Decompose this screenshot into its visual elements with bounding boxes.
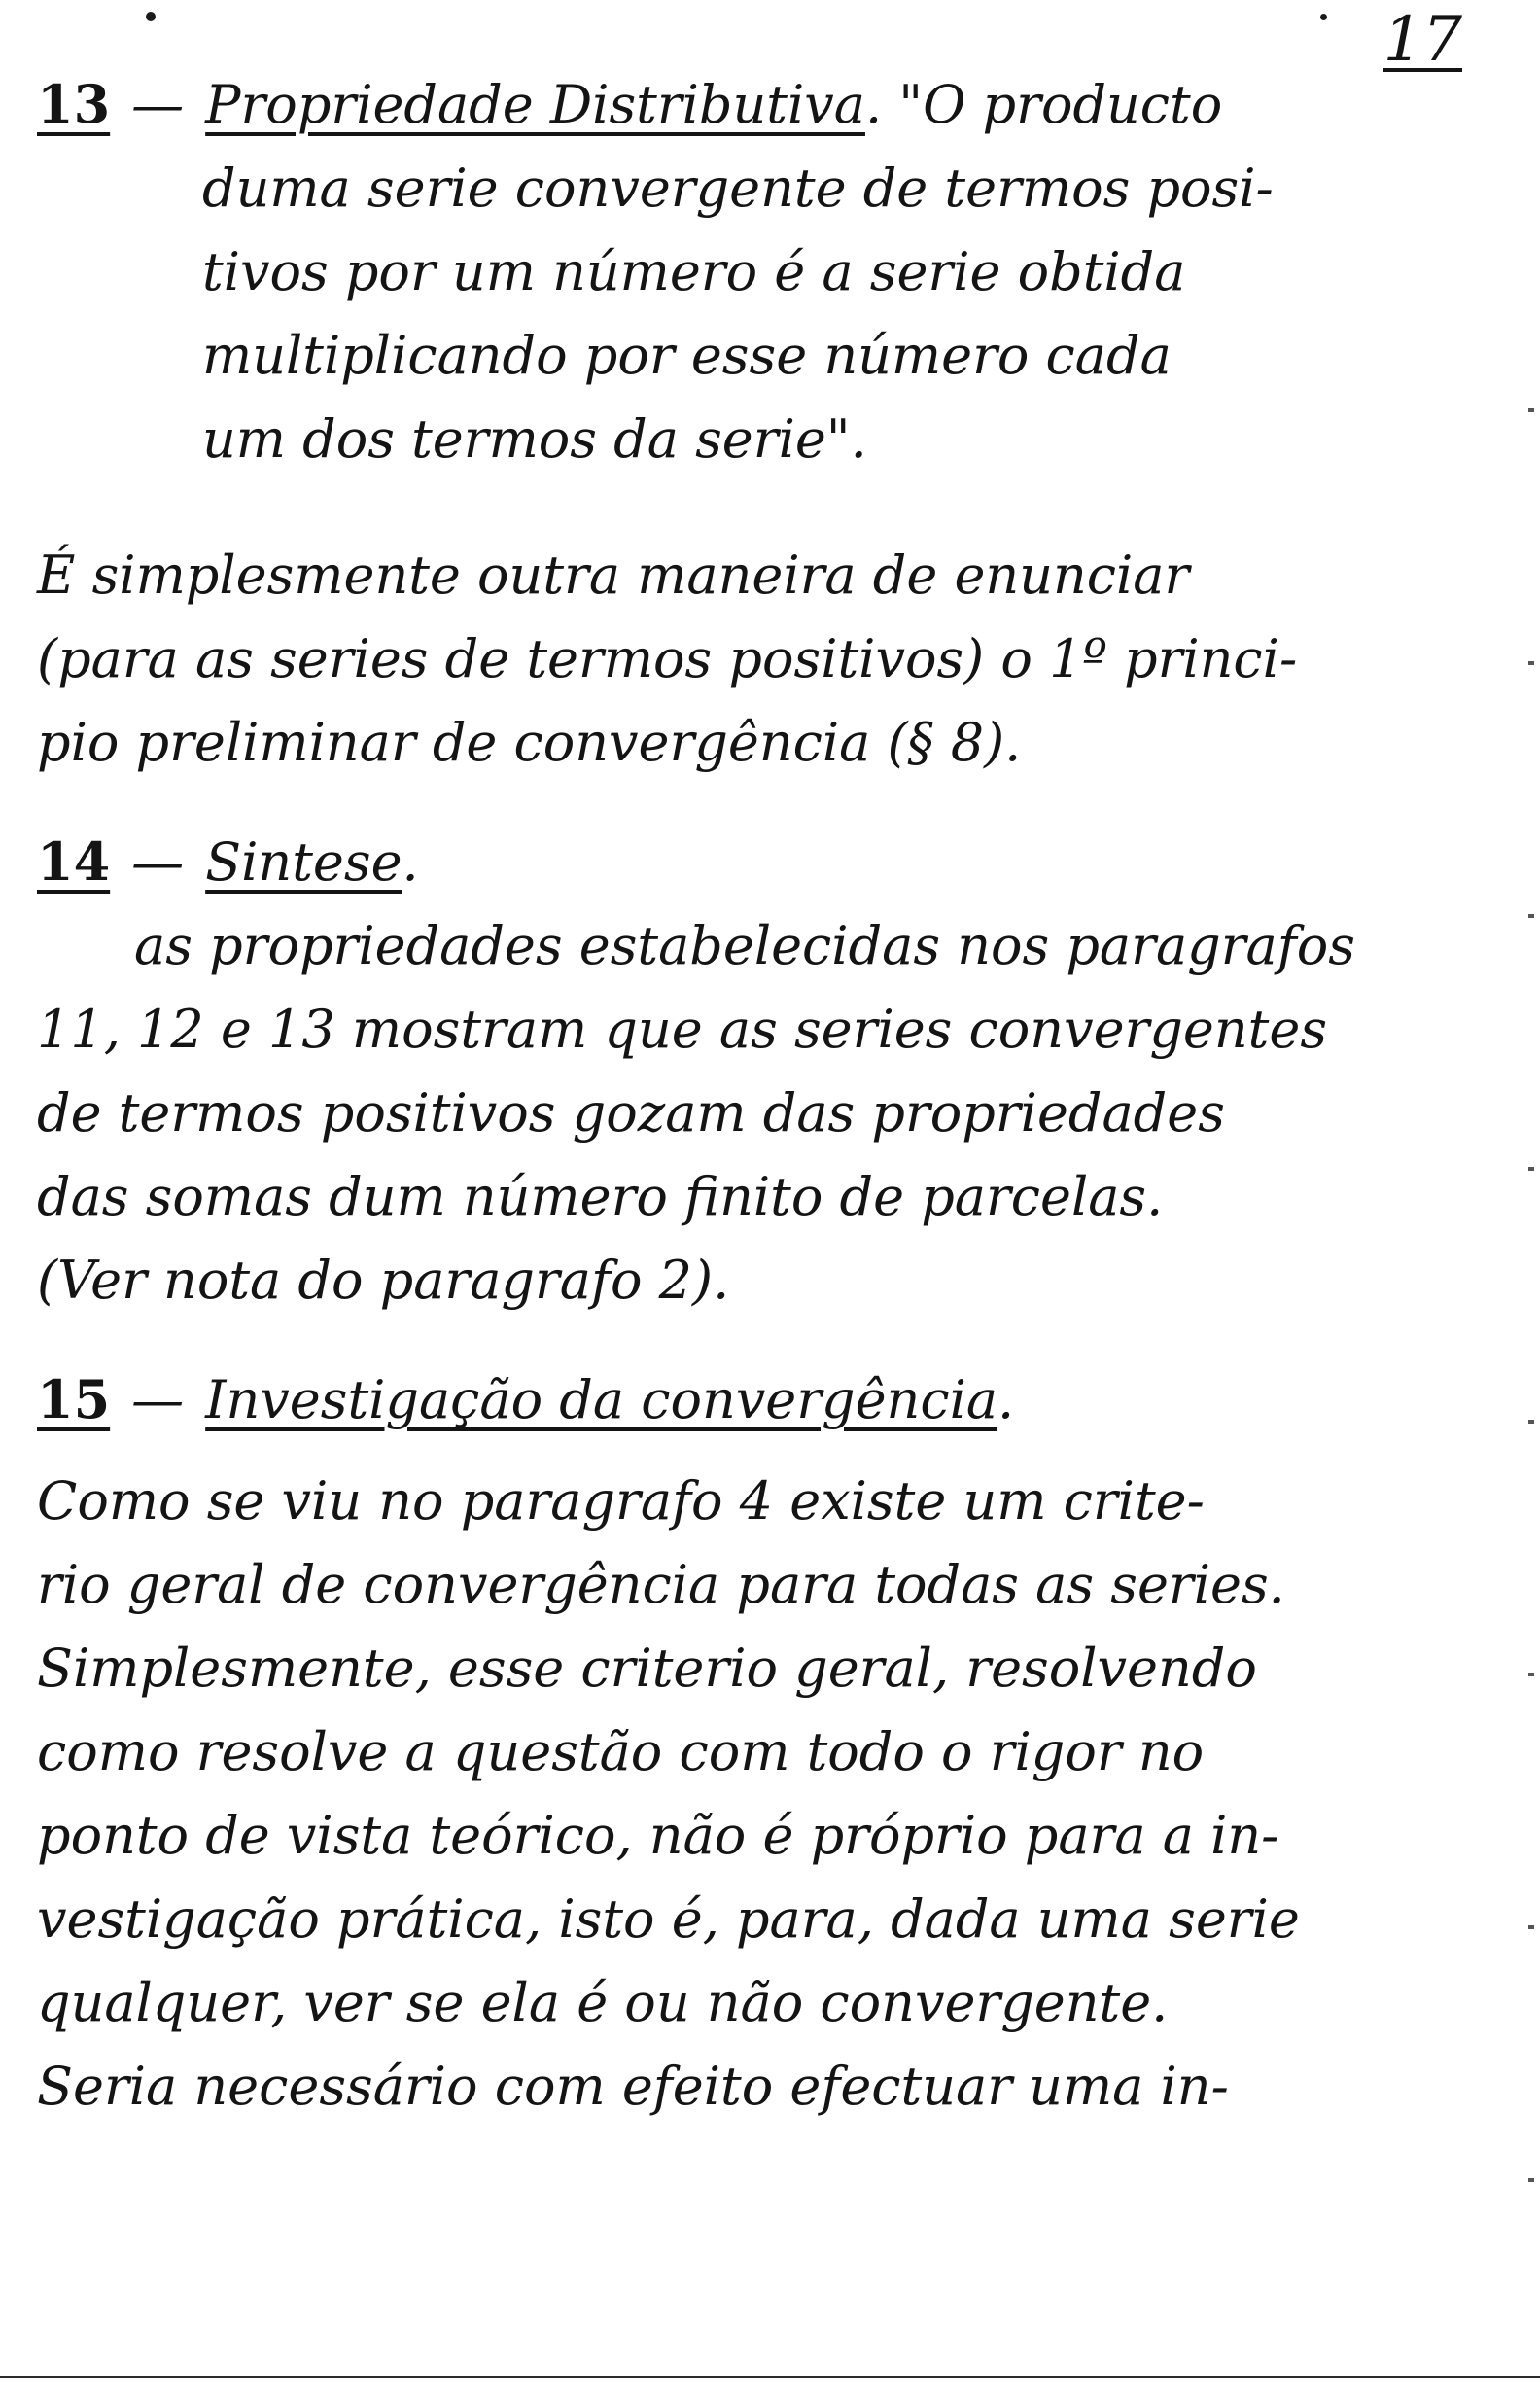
- quote-line: duma serie convergente de termos posi-: [202, 158, 1274, 219]
- paragraph-line: vestigação prática, isto é, para, dada uma serie: [37, 1888, 1300, 1950]
- paragraph-line: de termos positivos gozam das propriedades: [37, 1082, 1225, 1144]
- paragraph-line: ponto de vista teórico, não é próprio para a in-: [37, 1805, 1279, 1866]
- section-title: Propriedade Distributiva: [205, 74, 865, 135]
- page-content: [37, 62, 1486, 2129]
- scan-margin-specks: [1528, 292, 1534, 2237]
- paragraph-line: 11, 12 e 13 mostram que as series convergentes: [37, 999, 1328, 1060]
- quote-line: um dos termos da serie".: [202, 408, 867, 470]
- section-title: Investigação da convergência: [205, 1369, 998, 1430]
- ink-dot: [146, 12, 156, 21]
- paragraph-line: (Ver nota do paragrafo 2).: [37, 1250, 730, 1311]
- quote-line: tivos por um número é a serie obtida: [202, 241, 1186, 302]
- title-suffix: .: [998, 1369, 1015, 1430]
- paragraph-line: Como se viu no paragrafo 4 existe um crite-: [37, 1470, 1205, 1532]
- paragraph-line: qualquer, ver se ela é ou não convergente.: [37, 1972, 1169, 2033]
- title-suffix: .: [402, 831, 419, 893]
- section-dash: —: [131, 74, 185, 135]
- section-number: 14: [37, 830, 111, 893]
- paragraph-line: pio preliminar de convergência (§ 8).: [37, 712, 1022, 773]
- ink-dot: [1320, 14, 1327, 20]
- paragraph-line: É simplesmente outra maneira de enunciar: [37, 545, 1190, 606]
- paragraph-line: Seria necessário com efeito efectuar uma in-: [37, 2056, 1229, 2117]
- page-number: 17: [1382, 4, 1462, 76]
- paragraph-line: como resolve a questão com todo o rigor no: [37, 1721, 1205, 1782]
- paragraph-line: (para as series de termos positivos) o 1º princi-: [37, 628, 1298, 689]
- paragraph-line: as propriedades estabelecidas nos paragrafos: [134, 915, 1355, 976]
- page-bottom-edge: [0, 2376, 1540, 2378]
- section-number: 15: [37, 1368, 111, 1430]
- section-dash: —: [131, 1369, 185, 1430]
- paragraph-line: das somas dum número finito de parcelas.: [37, 1166, 1164, 1227]
- section-dash: —: [131, 831, 185, 893]
- section-title: Sintese: [205, 831, 402, 893]
- section-14-heading: [37, 820, 1486, 904]
- quote-line: multiplicando por esse número cada: [202, 325, 1172, 386]
- section-13-heading: [37, 62, 1486, 147]
- quote-start: . "O producto: [864, 74, 1223, 135]
- paragraph-line: Simplesmente, esse criterio geral, resolvendo: [37, 1638, 1257, 1699]
- section-15-heading: [37, 1357, 1486, 1442]
- section-number: 13: [37, 73, 111, 135]
- paragraph-line: rio geral de convergência para todas as series.: [37, 1554, 1285, 1615]
